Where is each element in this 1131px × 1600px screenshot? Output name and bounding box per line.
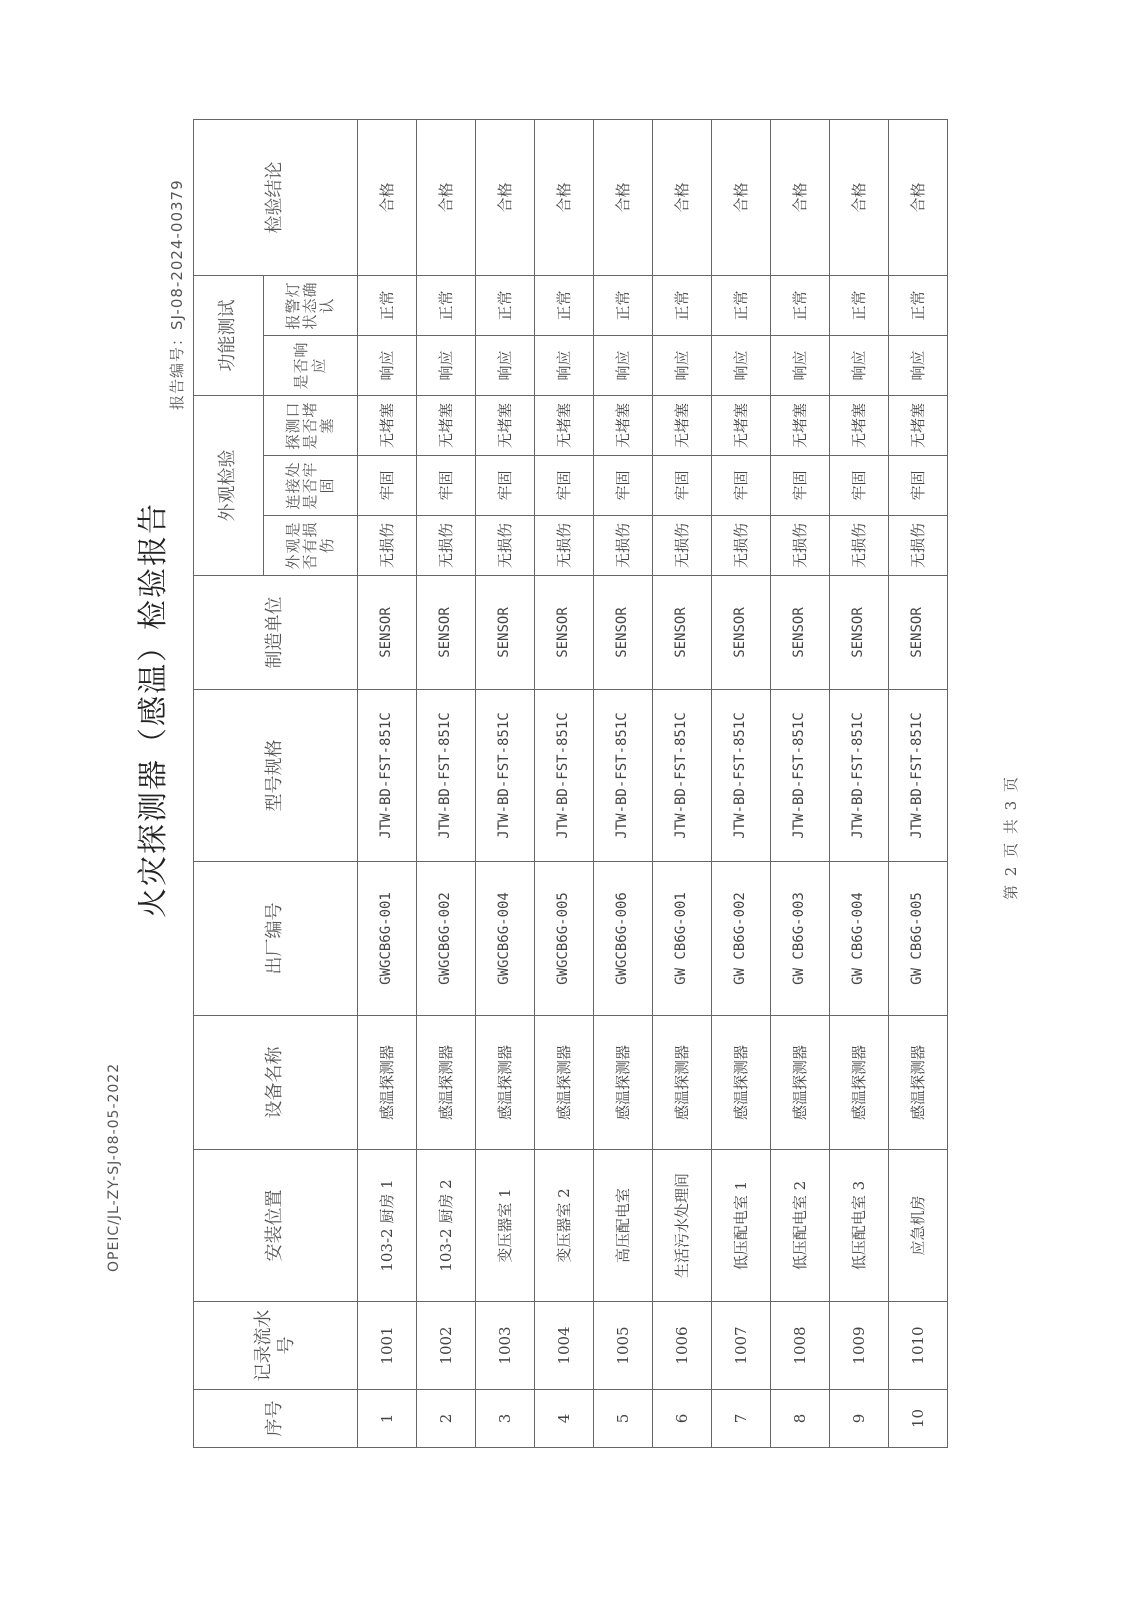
header-conclusion: 检验结论 <box>194 119 358 275</box>
cell-factory-no: GWGCB6G-005 <box>535 862 594 1016</box>
cell-manufacturer: SENSOR <box>771 576 830 690</box>
cell-response: 响应 <box>417 335 476 395</box>
cell-alarm-light: 正常 <box>594 275 653 335</box>
cell-connection-firm: 牢固 <box>476 456 535 516</box>
cell-connection-firm: 牢固 <box>653 456 712 516</box>
cell-alarm-light: 正常 <box>712 275 771 335</box>
cell-port-blocked: 无堵塞 <box>594 395 653 455</box>
report-number <box>166 179 187 410</box>
cell-port-blocked: 无堵塞 <box>535 395 594 455</box>
cell-port-blocked: 无堵塞 <box>830 395 889 455</box>
cell-connection-firm: 牢固 <box>889 456 948 516</box>
cell-index: 4 <box>535 1390 594 1448</box>
cell-record-no: 1010 <box>889 1302 948 1390</box>
cell-connection-firm: 牢固 <box>535 456 594 516</box>
cell-appearance-damage: 无损伤 <box>535 516 594 576</box>
header-function-group: 功能测试 <box>194 275 264 395</box>
cell-response: 响应 <box>771 335 830 395</box>
cell-location: 生活污水处理间 <box>653 1150 712 1302</box>
cell-device-name: 感温探测器 <box>358 1016 417 1150</box>
cell-response: 响应 <box>830 335 889 395</box>
table-row <box>535 119 594 1447</box>
cell-record-no: 1009 <box>830 1302 889 1390</box>
header-alarm-light: 报警灯状态确认 <box>264 275 358 335</box>
cell-location: 应急机房 <box>889 1150 948 1302</box>
cell-location: 变压器室 1 <box>476 1150 535 1302</box>
table-row <box>358 119 417 1447</box>
cell-model: JTW-BD-FST-851C <box>712 690 771 862</box>
cell-alarm-light: 正常 <box>889 275 948 335</box>
cell-alarm-light: 正常 <box>476 275 535 335</box>
cell-location: 高压配电室 <box>594 1150 653 1302</box>
cell-manufacturer: SENSOR <box>417 576 476 690</box>
cell-port-blocked: 无堵塞 <box>771 395 830 455</box>
cell-factory-no: GW CB6G-004 <box>830 862 889 1016</box>
cell-conclusion: 合格 <box>889 119 948 275</box>
cell-connection-firm: 牢固 <box>771 456 830 516</box>
cell-manufacturer: SENSOR <box>830 576 889 690</box>
cell-model: JTW-BD-FST-851C <box>889 690 948 862</box>
cell-model: JTW-BD-FST-851C <box>535 690 594 862</box>
cell-factory-no: GWGCB6G-001 <box>358 862 417 1016</box>
cell-record-no: 1004 <box>535 1302 594 1390</box>
report-title: 火灾探测器（感温）检验报告 <box>136 502 171 918</box>
page-footer: 第 2 页 共 3 页 <box>1002 775 1020 900</box>
cell-alarm-light: 正常 <box>417 275 476 335</box>
cell-factory-no: GWGCB6G-002 <box>417 862 476 1016</box>
report-number-value: SJ-08-2024-00379 <box>168 179 186 330</box>
cell-device-name: 感温探测器 <box>712 1016 771 1150</box>
cell-index: 5 <box>594 1390 653 1448</box>
cell-model: JTW-BD-FST-851C <box>594 690 653 862</box>
cell-manufacturer: SENSOR <box>594 576 653 690</box>
header-connection-firm: 连接处是否牢固 <box>264 456 358 516</box>
header-model: 型号规格 <box>194 690 358 862</box>
cell-conclusion: 合格 <box>476 119 535 275</box>
cell-model: JTW-BD-FST-851C <box>771 690 830 862</box>
cell-record-no: 1003 <box>476 1302 535 1390</box>
cell-response: 响应 <box>712 335 771 395</box>
cell-appearance-damage: 无损伤 <box>830 516 889 576</box>
form-code: OPEIC/JL-ZY-SJ-08-05-2022 <box>106 1062 122 1272</box>
cell-location: 103-2 厨房 2 <box>417 1150 476 1302</box>
header-index: 序号 <box>194 1390 358 1448</box>
cell-conclusion: 合格 <box>712 119 771 275</box>
cell-index: 10 <box>889 1390 948 1448</box>
cell-manufacturer: SENSOR <box>889 576 948 690</box>
cell-alarm-light: 正常 <box>771 275 830 335</box>
cell-response: 响应 <box>889 335 948 395</box>
header-port-blocked: 探测口是否堵塞 <box>264 395 358 455</box>
cell-index: 8 <box>771 1390 830 1448</box>
cell-response: 响应 <box>358 335 417 395</box>
cell-port-blocked: 无堵塞 <box>417 395 476 455</box>
table-row <box>653 119 712 1447</box>
cell-conclusion: 合格 <box>771 119 830 275</box>
cell-model: JTW-BD-FST-851C <box>358 690 417 862</box>
cell-location: 103-2 厨房 1 <box>358 1150 417 1302</box>
cell-response: 响应 <box>476 335 535 395</box>
table-row <box>830 119 889 1447</box>
cell-manufacturer: SENSOR <box>653 576 712 690</box>
cell-index: 1 <box>358 1390 417 1448</box>
cell-conclusion: 合格 <box>594 119 653 275</box>
cell-device-name: 感温探测器 <box>771 1016 830 1150</box>
cell-alarm-light: 正常 <box>653 275 712 335</box>
cell-device-name: 感温探测器 <box>653 1016 712 1150</box>
header-location: 安装位置 <box>194 1150 358 1302</box>
cell-location: 变压器室 2 <box>535 1150 594 1302</box>
cell-device-name: 感温探测器 <box>594 1016 653 1150</box>
cell-device-name: 感温探测器 <box>476 1016 535 1150</box>
cell-factory-no: GWGCB6G-006 <box>594 862 653 1016</box>
cell-port-blocked: 无堵塞 <box>476 395 535 455</box>
cell-record-no: 1001 <box>358 1302 417 1390</box>
header-record-no: 记录流水号 <box>194 1302 358 1390</box>
cell-model: JTW-BD-FST-851C <box>830 690 889 862</box>
cell-manufacturer: SENSOR <box>476 576 535 690</box>
cell-index: 9 <box>830 1390 889 1448</box>
cell-index: 7 <box>712 1390 771 1448</box>
cell-device-name: 感温探测器 <box>535 1016 594 1150</box>
cell-connection-firm: 牢固 <box>358 456 417 516</box>
cell-connection-firm: 牢固 <box>712 456 771 516</box>
cell-record-no: 1005 <box>594 1302 653 1390</box>
cell-device-name: 感温探测器 <box>830 1016 889 1150</box>
cell-appearance-damage: 无损伤 <box>889 516 948 576</box>
cell-connection-firm: 牢固 <box>594 456 653 516</box>
cell-location: 低压配电室 2 <box>771 1150 830 1302</box>
header-appearance-group: 外观检验 <box>194 395 264 575</box>
cell-alarm-light: 正常 <box>358 275 417 335</box>
cell-record-no: 1008 <box>771 1302 830 1390</box>
cell-connection-firm: 牢固 <box>417 456 476 516</box>
cell-device-name: 感温探测器 <box>889 1016 948 1150</box>
table-row <box>889 119 948 1447</box>
cell-conclusion: 合格 <box>535 119 594 275</box>
cell-index: 6 <box>653 1390 712 1448</box>
cell-index: 3 <box>476 1390 535 1448</box>
header-response: 是否响应 <box>264 335 358 395</box>
table-row <box>594 119 653 1447</box>
inspection-table <box>193 119 948 1448</box>
cell-model: JTW-BD-FST-851C <box>476 690 535 862</box>
cell-appearance-damage: 无损伤 <box>358 516 417 576</box>
cell-appearance-damage: 无损伤 <box>653 516 712 576</box>
cell-manufacturer: SENSOR <box>712 576 771 690</box>
cell-record-no: 1006 <box>653 1302 712 1390</box>
table-row <box>476 119 535 1447</box>
cell-record-no: 1002 <box>417 1302 476 1390</box>
cell-response: 响应 <box>535 335 594 395</box>
cell-port-blocked: 无堵塞 <box>712 395 771 455</box>
cell-factory-no: GW CB6G-002 <box>712 862 771 1016</box>
cell-connection-firm: 牢固 <box>830 456 889 516</box>
cell-appearance-damage: 无损伤 <box>594 516 653 576</box>
cell-model: JTW-BD-FST-851C <box>653 690 712 862</box>
header-device-name: 设备名称 <box>194 1016 358 1150</box>
cell-port-blocked: 无堵塞 <box>889 395 948 455</box>
cell-factory-no: GW CB6G-005 <box>889 862 948 1016</box>
cell-manufacturer: SENSOR <box>535 576 594 690</box>
cell-port-blocked: 无堵塞 <box>358 395 417 455</box>
table-row <box>712 119 771 1447</box>
cell-index: 2 <box>417 1390 476 1448</box>
report-number-label: 报告编号： <box>168 329 186 410</box>
cell-location: 低压配电室 3 <box>830 1150 889 1302</box>
table-row <box>417 119 476 1447</box>
cell-appearance-damage: 无损伤 <box>417 516 476 576</box>
cell-port-blocked: 无堵塞 <box>653 395 712 455</box>
cell-manufacturer: SENSOR <box>358 576 417 690</box>
cell-model: JTW-BD-FST-851C <box>417 690 476 862</box>
header-manufacturer: 制造单位 <box>194 576 358 690</box>
cell-appearance-damage: 无损伤 <box>476 516 535 576</box>
cell-appearance-damage: 无损伤 <box>771 516 830 576</box>
cell-device-name: 感温探测器 <box>417 1016 476 1150</box>
cell-appearance-damage: 无损伤 <box>712 516 771 576</box>
cell-response: 响应 <box>653 335 712 395</box>
cell-factory-no: GWGCB6G-004 <box>476 862 535 1016</box>
cell-conclusion: 合格 <box>417 119 476 275</box>
cell-factory-no: GW CB6G-003 <box>771 862 830 1016</box>
table-row <box>771 119 830 1447</box>
cell-response: 响应 <box>594 335 653 395</box>
cell-factory-no: GW CB6G-001 <box>653 862 712 1016</box>
cell-conclusion: 合格 <box>653 119 712 275</box>
cell-record-no: 1007 <box>712 1302 771 1390</box>
header-appearance-damage: 外观是否有损伤 <box>264 516 358 576</box>
cell-location: 低压配电室 1 <box>712 1150 771 1302</box>
header-factory-no: 出厂编号 <box>194 862 358 1016</box>
cell-conclusion: 合格 <box>830 119 889 275</box>
cell-alarm-light: 正常 <box>830 275 889 335</box>
cell-alarm-light: 正常 <box>535 275 594 335</box>
cell-conclusion: 合格 <box>358 119 417 275</box>
table-body <box>358 119 948 1447</box>
